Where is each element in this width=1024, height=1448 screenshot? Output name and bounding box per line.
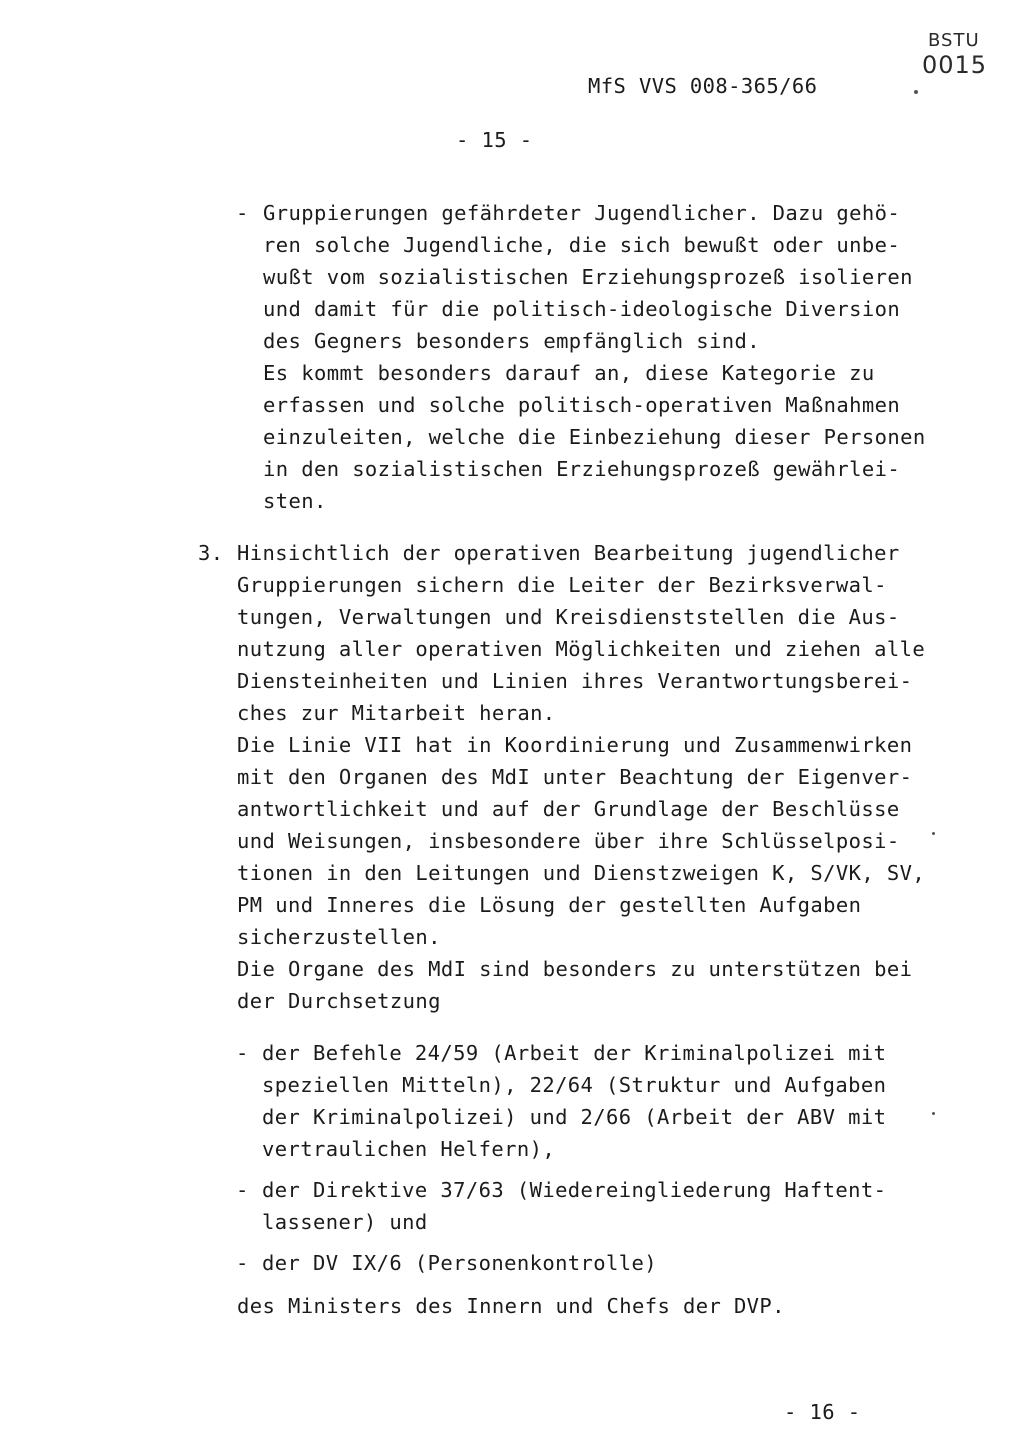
text-line: wußt vom sozialistischen Erziehungsprozeß isolieren [263,265,913,289]
text-line: der Kriminalpolizei) und 2/66 (Arbeit der ABV mit [262,1105,887,1129]
text-line: Die Organe des MdI sind besonders zu unterstützen bei [237,957,913,981]
text-line: antwortlichkeit und auf der Grundlage der Beschlüsse [237,797,900,821]
text-line: einzuleiten, welche die Einbeziehung dieser Personen [263,425,926,449]
text-line: Hinsichtlich der operativen Bearbeitung jugendlicher [237,541,900,565]
text-line: in den sozialistischen Erziehungsprozeß gewährlei- [263,457,901,481]
text-line: Gruppierungen sichern die Leiter der Bezirksverwal- [237,573,887,597]
text-line: ren solche Jugendliche, die sich bewußt oder unbe- [263,233,901,257]
text-line: speziellen Mitteln), 22/64 (Struktur und Aufgaben [262,1073,887,1097]
bullet-marker: - [236,201,249,225]
stamp-number: 0015 [922,51,988,79]
text-line: Die Linie VII hat in Koordinierung und Zusammenwirken [237,733,913,757]
text-line: der Befehle 24/59 (Arbeit der Kriminalpolizei mit [262,1041,887,1065]
document-reference: MfS VVS 008-365/66 [588,74,818,98]
text-line: der DV IX/6 (Personenkontrolle) [262,1251,658,1275]
closing-line: des Ministers des Innern und Chefs der DVP. [237,1294,785,1318]
text-line: und Weisungen, insbesondere über ihre Schlüsselposi- [237,829,900,853]
text-line: nutzung aller operativen Möglichkeiten und ziehen alle [237,637,926,661]
text-line: mit den Organen des MdI unter Beachtung der Eigenver- [237,765,913,789]
text-line: Es kommt besonders darauf an, diese Kategorie zu [263,361,875,385]
list-bullet: - [236,1178,249,1202]
section-number: 3. [198,541,224,565]
text-line: der Direktive 37/63 (Wiedereingliederung Haftent- [262,1178,887,1202]
text-line: tionen in den Leitungen und Dienstzweigen K, S/VK, SV, [237,861,926,885]
next-page-number: - 16 - [784,1400,861,1424]
text-line: tungen, Verwaltungen und Kreisdienststellen die Aus- [237,605,900,629]
list-bullet: - [236,1251,249,1275]
text-line: Gruppierungen gefährdeter Jugendlicher. Dazu gehö- [263,201,901,225]
text-line: PM und Inneres die Lösung der gestellten Aufgaben [237,893,862,917]
text-line: Diensteinheiten und Linien ihres Verantwortungsberei- [237,669,913,693]
text-line: und damit für die politisch-ideologische Diversion [263,297,901,321]
text-line: sicherzustellen. [237,925,441,949]
text-line: vertraulichen Helfern), [262,1137,556,1161]
text-line: ches zur Mitarbeit heran. [237,701,556,725]
text-line: der Durchsetzung [237,989,441,1013]
text-line: erfassen und solche politisch-operativen Maßnahmen [263,393,901,417]
page-number: - 15 - [456,128,533,152]
text-line: sten. [263,489,327,513]
text-line: des Gegners besonders empfänglich sind. [263,329,760,353]
margin-speck [932,832,935,835]
stamp-dot [914,90,918,94]
text-line: lassener) und [262,1210,428,1234]
archive-stamp [922,30,1002,78]
stamp-label: BSTU [928,30,980,51]
list-bullet: - [236,1041,249,1065]
margin-speck [932,1112,935,1115]
